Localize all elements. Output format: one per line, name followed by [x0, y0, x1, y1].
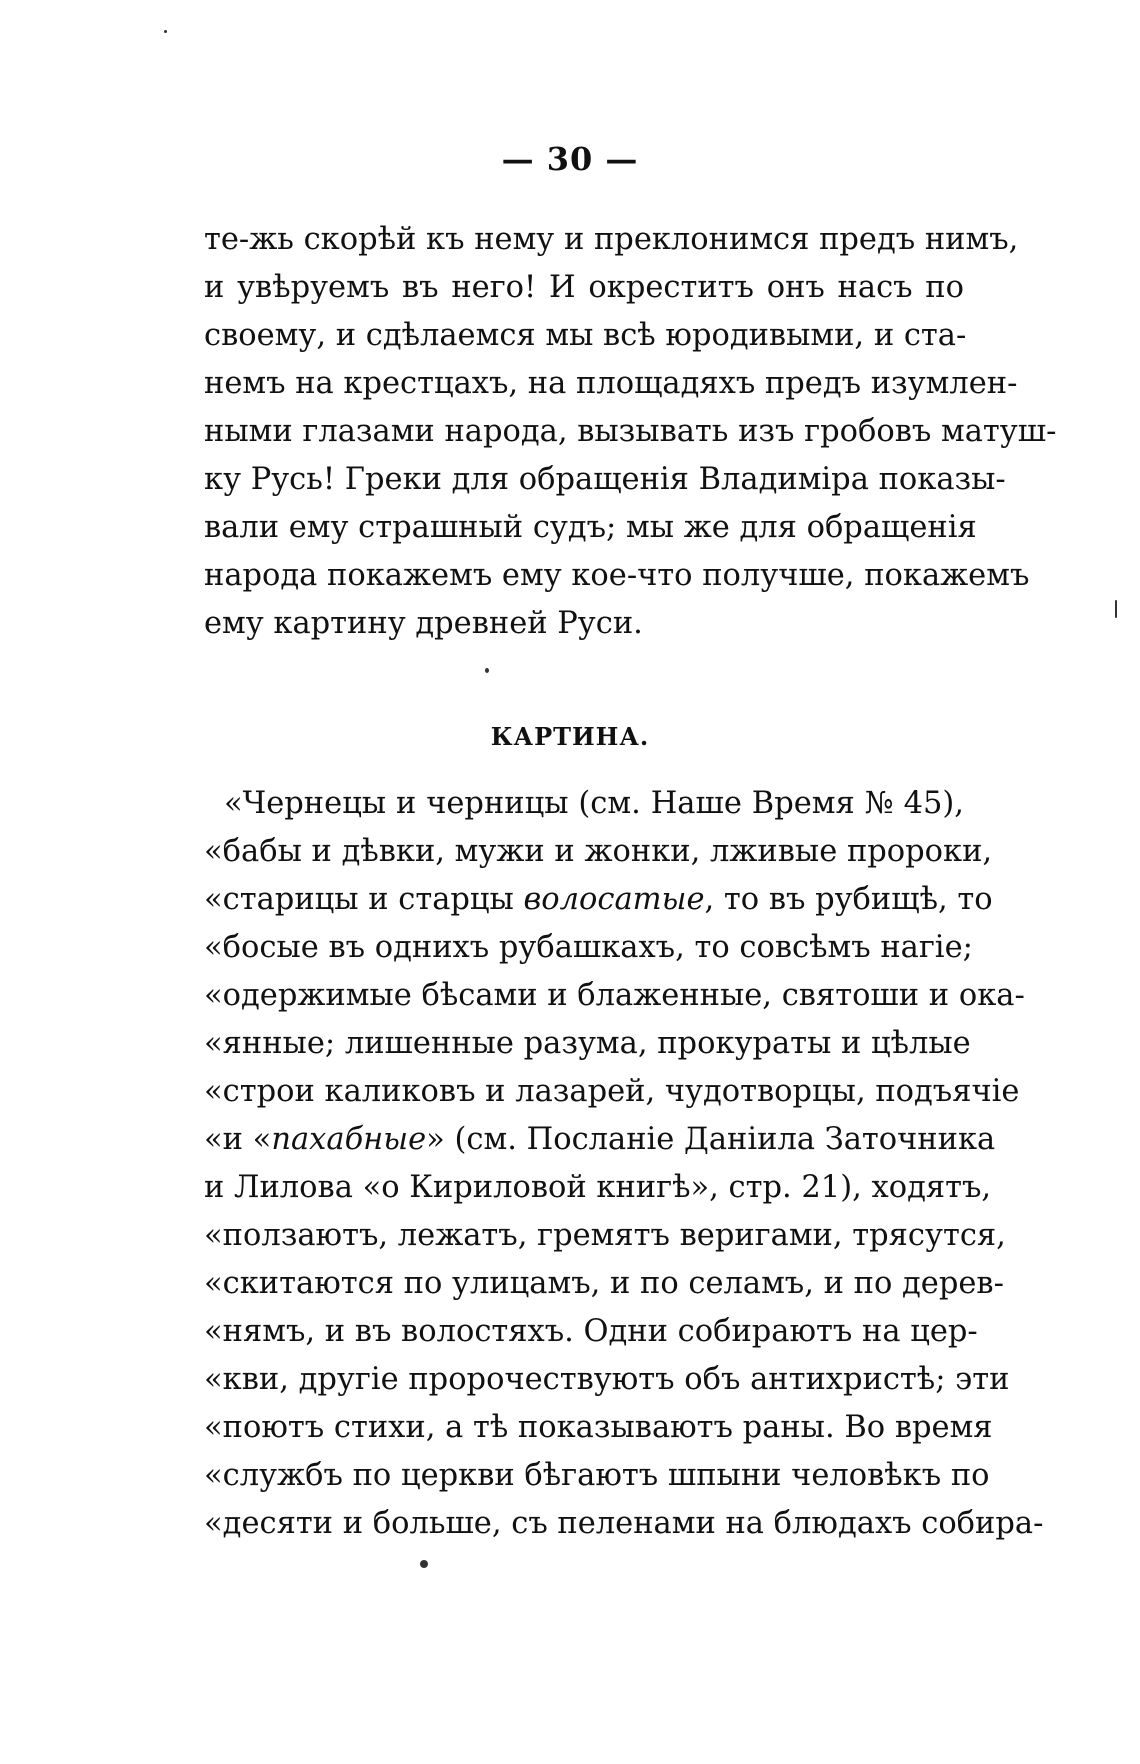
- page-number: — 30 —: [501, 140, 639, 178]
- paragraph-1: [204, 216, 1057, 648]
- text-line: «одержимые бѣсами и блаженные, святоши и ока-: [204, 978, 1025, 1013]
- text-line: вали ему страшный судъ; мы же для обращенія: [204, 510, 977, 545]
- scan-speck: [420, 1560, 428, 1568]
- text-line: [204, 876, 993, 924]
- scan-speck: [164, 30, 167, 33]
- text-line: «ползаютъ, лежатъ, гремятъ веригами, трясутся,: [204, 1218, 1006, 1253]
- text-line: «босые въ однихъ рубашкахъ, то совсѣмъ нагіе;: [204, 930, 973, 965]
- text-line: «строи каликовъ и лазарей, чудотворцы, подъячіе: [204, 1074, 1020, 1109]
- text-line: «десяти и больше, съ пеленами на блюдахъ собира-: [204, 1506, 1044, 1541]
- scan-speck: [1115, 600, 1117, 618]
- text-line: «Чернецы и черницы (см. Наше Время № 45),: [224, 786, 964, 821]
- text-line: [204, 1116, 996, 1164]
- italic-text: пахабные: [271, 1122, 427, 1157]
- text-run: «и «: [204, 1122, 272, 1157]
- text-line: своему, и сдѣлаемся мы всѣ юродивыми, и ста-: [204, 318, 967, 353]
- text-line: ными глазами народа, вызывать изъ гробовъ матуш-: [204, 414, 1057, 449]
- text-run: » (см. Посланіе Даніила Заточника: [426, 1122, 996, 1157]
- text-line: ку Русь! Греки для обращенія Владиміра показы-: [204, 462, 1006, 497]
- text-line: «нямъ, и въ волостяхъ. Одни собираютъ на цер-: [204, 1314, 978, 1349]
- text-line: «янные; лишенные разума, прокураты и цѣлые: [204, 1026, 971, 1061]
- text-line: и увѣруемъ въ него! И окреститъ онъ насъ по: [204, 270, 964, 305]
- text-line: «бабы и дѣвки, мужи и жонки, лживые пророки,: [204, 834, 993, 869]
- section-heading: КАРТИНА.: [490, 722, 650, 751]
- text-line: «поютъ стихи, а тѣ показываютъ раны. Во время: [204, 1410, 993, 1445]
- text-line: «скитаются по улицамъ, и по селамъ, и по дерев-: [204, 1266, 1004, 1301]
- text-line: «службъ по церкви бѣгаютъ шпыни человѣкъ по: [204, 1458, 990, 1493]
- text-line: народа покажемъ ему кое-что получше, покажемъ: [204, 558, 1030, 593]
- italic-text: волосатые: [523, 882, 705, 917]
- text-run: «старицы и старцы: [204, 882, 524, 917]
- text-run: , то въ рубищѣ, то: [704, 882, 993, 917]
- paragraph-2: [204, 780, 1044, 1548]
- text-line: немъ на крестцахъ, на площадяхъ предъ изумлен-: [204, 366, 1018, 401]
- text-line: «кви, другіе пророчествуютъ объ антихристѣ; эти: [204, 1362, 1010, 1397]
- text-line: те-жь скорѣй къ нему и преклонимся предъ нимъ,: [204, 222, 1019, 257]
- text-line: ему картину древней Руси.: [204, 606, 643, 641]
- text-line: и Лилова «о Кириловой книгѣ», стр. 21), ходятъ,: [204, 1170, 992, 1205]
- scan-speck: [485, 668, 489, 673]
